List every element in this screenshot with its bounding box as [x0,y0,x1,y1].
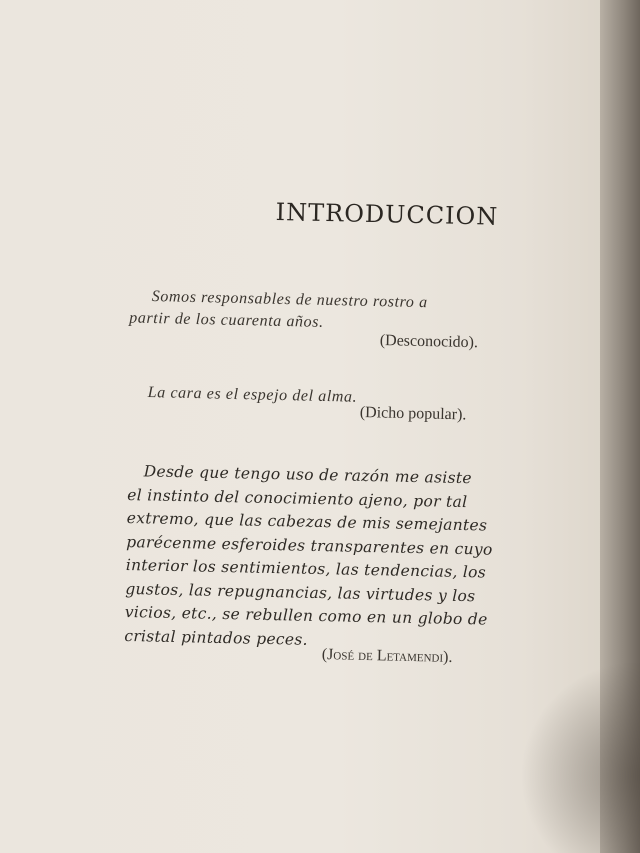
quote-attribution-2: (Dicho popular). [359,404,467,424]
page-corner-shadow [520,660,640,853]
quote-attribution-3 [322,646,453,667]
quote-epigraph-3 [124,460,494,656]
quote-line: gustos, las repugnancias, las virtudes y los [125,579,476,605]
quote-epigraph-2 [148,382,358,409]
quote-line: partir de los cuarenta años. [129,309,324,331]
attribution-open: ( [321,646,328,664]
quote-line: Desde que tengo uso de razón me asiste [143,462,473,488]
quote-line: parécenme esferoides transparentes en cuyo [126,532,493,559]
page-title: INTRODUCCION [275,198,499,231]
quote-attribution-1: (Desconocido). [379,332,479,352]
quote-line: La cara es el espejo del alma. [147,383,358,406]
quote-line: interior los sentimientos, las tendencias, los [125,555,487,582]
quote-line: el instinto del conocimiento ajeno, por tal [127,485,468,511]
attribution-close: ). [442,648,453,666]
quote-line: Somos responsables de nuestro rostro a [151,287,428,312]
quote-epigraph-1 [129,286,428,336]
attribution-name: José de Letamendi [326,646,444,666]
quote-line: cristal pintados peces. [124,626,309,649]
quote-line: vicios, etc., se rebullen como en un globo de [124,602,488,629]
quote-line: extremo, que las cabezas de mis semejantes [126,508,488,535]
